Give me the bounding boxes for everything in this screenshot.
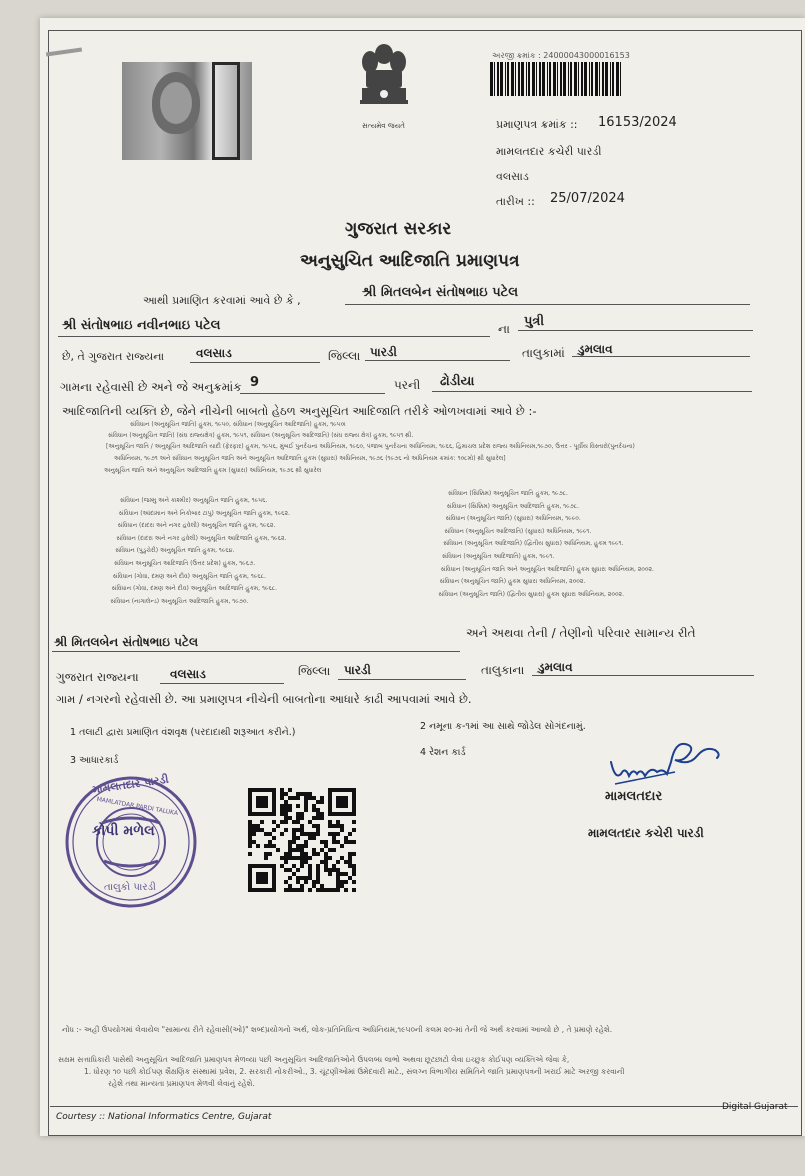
underline: [338, 679, 466, 680]
application-number: અરજી ક્રમાંક : 24000043000016153: [492, 51, 630, 60]
emblem-motto: સત્યમેવ જયતે: [362, 122, 405, 130]
legal-line: અધિનિયમ, ૧૯૭૧ અને સંવિધાન અનુસૂચિત જાતિ અને અનુસૂચિત આદિજાતિ હુકમ (સુધારા) અધિનિયમ, ૧૯૭૬ (૧૯૭૬ નો અધિનિયમ ક્રમાંક: ૧૦૮મો) થી઼ સુધારેલ]: [114, 455, 506, 462]
basis-item-1: 1 તલાટી દ્વારા પ્રમાણિત વંશવૃક્ષ (પરદાદાથી શરૂઆત કરીને.): [70, 727, 296, 738]
seal-inner-text: MAMLATDAR PARDI TALUKA: [96, 795, 179, 818]
signatory-office: મામલતદાર કચેરી પારડી: [588, 826, 704, 840]
basis-item-3: 3 આધારકાર્ડ: [70, 755, 119, 766]
basis-item-2: 2 નમૂના ક-૧માં આ સાથે જોડેલ સોગંદનામું.: [420, 721, 586, 732]
barcode: [490, 62, 622, 96]
taluka-label-2: તાલુકાના: [481, 663, 525, 677]
district-label: જિલ્લા: [328, 349, 361, 363]
village-value: ડુમલાવ: [578, 342, 613, 356]
header-office: મામલતદાર કચેરી પારડી: [496, 145, 602, 158]
seal-bottom-text: તાલુકો પારડી: [104, 882, 156, 893]
recognition-text: આદિજાતિની વ્યક્તિ છે, જેને નીચેની બાબતો હેઠળ અનુસૂચિત આદિજાતિ તરીકે ઓળખવામાં આવે છે :-: [62, 404, 537, 418]
government-title: ગુજરાત સરકાર: [345, 219, 452, 239]
certificate-title: અનુસુચિત આદિજાતિ પ્રમાણપત્ર: [300, 251, 520, 271]
state-text: છે, તે ગુજરાત રાજ્યના: [62, 350, 165, 363]
order-item: સંવિધાન (અનુસૂચિત જાતિ) (સુધારા) અધિનિયમ, ૧૯૯૦.: [445, 515, 581, 523]
footer-note: નોંધ :- અહીં ઉપયોગમાં લેવાયેલ "સામાન્ય રીતે રહેવાસી(ઓ)" શબ્દપ્રયોગનો અર્થ, લોક-પ્રતિનિધિત્વ અધિનિયમ,૧૯૫૦ની કલમ ૨૦-માં તેની જે અર્થ કરવામાં આવ્યો છે , તે પ્રમાણે રહેશે.: [62, 1025, 613, 1034]
order-item: સંવિધાન (સિક્કિમ) અનુસૂચિત જાતિ હુકમ, ૧૯૭૮.: [448, 490, 568, 497]
national-emblem-icon: [352, 40, 416, 120]
underline: [572, 356, 750, 357]
father-name: શ્રી સંતોષભાઇ નવીનભાઇ પટેલ: [62, 318, 221, 333]
tribe-label: પરની: [394, 378, 421, 392]
resident-text: ગામના રહેવાસી છે અને જે અનુક્રમાંક: [60, 380, 242, 394]
certificate-number-label: પ્રમાણપત્ર ક્રમાંક ::: [496, 118, 578, 131]
legal-line: અનુસૂચિત જાતિ અને અનુસૂચિત આદિજાતિ હુકમ (સુધારા) અધિનિયમ, ૧૯૭૬ થી઼ સુધારેલ: [104, 467, 322, 474]
order-item: સંવિધાન (અનુસૂચિત જાતિ અને અનુસૂચિત આદિજાતિ) હુકમ સુધારા અધિનિયમ, ૨૦૦૨.: [440, 565, 654, 573]
qr-code: [248, 788, 356, 892]
order-item: સંવિધાન (અનુસૂચિત જાતિ) (દ્વિતીય સુધારા) હુકમ સુધારા અધિનિયમ, ૨૦૦૨.: [438, 590, 624, 598]
underline: [532, 675, 754, 676]
underline: [432, 391, 752, 392]
state-text-2: ગુજરાત રાજ્યના: [56, 670, 139, 684]
instruction-3: રહેશે તથા માન્યતા પ્રમાણપત્ર મેળવી લેવાનું રહેશે.: [108, 1079, 255, 1088]
courtesy-text: Courtesy :: National Informatics Centre, Gujarat: [56, 1112, 272, 1122]
order-item: સંવિધાન (અનુસૂચિત જાતિ) હુકમ સુધારા અધિનિયમ, ૨૦૦૨.: [439, 578, 586, 586]
order-item: સંવિધાન (જમ્મુ અને કાશ્મીર) અનુસૂચિત જાતિ હુકમ, ૧૯૫૬.: [120, 497, 268, 504]
taluka-value: પારડી: [370, 345, 397, 359]
applicant-name-repeat: શ્રી મિતલબેન સંતોષભાઇ પટેલ: [54, 635, 199, 649]
signature-icon: [605, 732, 725, 790]
underline: [58, 336, 490, 337]
order-item: સંવિધાન (નાગાલેન્ડ) અનુસૂચિત આદિજાતિ હુકમ, ૧૯૭૦.: [110, 597, 249, 605]
order-item: સંવિધાન (ગોવા, દમણ અને દીવ) અનુસૂચિત આદિજાતિ હુકમ, ૧૯૬૮.: [111, 585, 278, 593]
order-item: સંવિધાન (અનુસૂચિત આદિજાતિ) હુકમ, ૧૯૯૧.: [442, 553, 555, 560]
underline: [240, 393, 385, 394]
order-item: સંવિધાન (ગોવા, દમણ અને દીવ) અનુસૂચિત જાતિ હુકમ, ૧૯૬૮.: [112, 572, 266, 580]
seal-outer-text: મામલતદાર પારડી: [91, 772, 170, 797]
relation: પુત્રી: [524, 314, 545, 329]
applicant-photo: [122, 62, 252, 160]
order-item: સંવિધાન (અનુસૂચિત આદિજાતિ) (સુધારા) અધિનિયમ, ૧૯૯૧.: [444, 527, 592, 535]
instruction-2: 1. ધોરણ ૧૦ પછી કોઈપણ શૈક્ષણિક સંસ્થામાં પ્રવેશ, 2. સરકારી નોકરીઓ., 3. ચૂંટણીઓમાં ઉમેદવારી માટે., સંલગ્ન વિભાગીય સમિતિને જાતિ પ્રમાણપત્રની ખરાઈ માટે અરજી કરવાની: [84, 1067, 625, 1076]
order-item: સંવિધાન (પુડુચેરી) અનુસૂચિત જાતિ હુકમ, ૧૯૬૪.: [115, 547, 235, 555]
certificate-number: 16153/2024: [598, 115, 677, 130]
order-item: સંવિધાન (અનુસૂચિત આદિજાતિ) (દ્વિતીય સુધારા) અધિનિયમ, હુકમ ૧૯૯૧.: [443, 540, 624, 548]
footer-divider: [50, 1106, 798, 1107]
underline: [345, 304, 750, 305]
taluka-value-2: પારડી: [344, 663, 371, 677]
seal-handwritten: કોપી મળેલ: [92, 823, 155, 839]
date-label: તારીખ ::: [496, 195, 535, 208]
underline: [518, 330, 753, 331]
order-item: સંવિધાન (સિક્કિમ) અનુસૂચિત આદિજાતિ હુકમ, ૧૯૭૮.: [446, 502, 580, 510]
instruction-1: સક્ષમ સત્તાધિકારી પાસેથી અનુસૂચિત આદિજાતિ પ્રમાણપત્ર મેળવ્યા પછી અનુસૂચિત આદિજાતિઓને ઉપલબ્ધ લાભો અથવા છૂટછાટો લેવા ઇચ્છુક કોઈપણ વ્યક્તિએ જેવા કે,: [58, 1055, 570, 1064]
certificate-border: [48, 30, 802, 1136]
order-item: સંવિધાન અનુસૂચિત આદિજાતિ (ઉત્તર પ્રદેશ) હુકમ, ૧૯૬૭.: [114, 560, 256, 567]
order-item: સંવિધાન (દાદરા અને નગર હવેલી) અનુસૂચિત જાતિ હુકમ, ૧૯૬૨.: [117, 522, 276, 530]
district-value-2: વલસાડ: [170, 667, 206, 681]
issue-date: 25/07/2024: [550, 191, 625, 206]
family-text: અને અથવા તેની / તેણીનો પરિવાર સામાન્ય રીતે: [466, 626, 696, 640]
village-value-2: ડુમલાવ: [538, 660, 573, 674]
legal-line: સંવિધાન (અનુસૂચિત જાતિ) (સંઘ રાજ્યક્ષેત્ર) હુકમ, ૧૯૫૧, સંવિધાન (અનુસૂચિત આદિજાતિ) (સંઘ રાજ્ય ક્ષેત્ર) હુકમ, ૧૯૫૧ થી઼.: [108, 432, 414, 439]
taluka-label: તાલુકામાં: [522, 346, 565, 360]
district-value: વલસાડ: [196, 346, 232, 360]
relation-prefix: ના: [498, 322, 510, 336]
basis-item-4: 4 રેશન કાર્ડ: [420, 747, 466, 758]
applicant-name: શ્રી મિતલબેન સંતોષભાઇ પટેલ: [362, 285, 519, 300]
serial-number: 9: [250, 375, 260, 390]
underline: [160, 683, 284, 684]
tribe-name: ઢોડીયા: [440, 374, 475, 389]
signatory-designation: મામલતદાર: [605, 789, 663, 804]
district-label-2: જિલ્લા: [298, 664, 331, 678]
header-district: વલસાડ: [496, 170, 529, 183]
underline: [190, 362, 320, 363]
order-item: સંવિધાન (દાદરા અને નગર હવેલી) અનુસૂચિત આદિજાતિ હુકમ, ૧૯૬૨.: [116, 534, 287, 542]
digital-gujarat-text: Digital Gujarat: [722, 1102, 788, 1112]
certify-text: આથી પ્રમાણિત કરવામાં આવે છે કે ,: [143, 294, 301, 307]
legal-line: સંવિધાન (અનુસૂચિત જાતિ) હુકમ, ૧૯૫૦, સંવિધાન (અનુસૂચિત આદિજાતિ) હુકમ, ૧૯૫૦।: [130, 421, 346, 428]
underline: [52, 651, 460, 652]
legal-line: [અનુસૂચિત જાતિ / અનુસૂચિત આદિજાતિ યાદી (ફેરફાર) હુકમ, ૧૯૫૬, મુંબઈ પુનર્રચના અધિનિયમ, ૧૯૬૦, પંજાબ પુનર્રચના અધિનિયમ, ૧૯૬૬, હિમાચલ પ્રદેશ રાજ્ય અધિનિયમ,૧૯૭૦, ઉત્તર - પૂર્વીય વિસ્તારો(પુનર્રચના): [106, 443, 635, 450]
basis-text: ગામ / નગરનો રહેવાસી છે. આ પ્રમાણપત્ર નીચેની બાબતોના આધારે કાઢી આપવામાં આવે છે.: [56, 692, 472, 706]
underline: [365, 360, 510, 361]
order-item: સંવિધાન (આંદામાન અને નિકોબાર ટાપુ) અનુસૂચિત જાતિ હુકમ, ૧૯૬૨.: [118, 509, 290, 517]
